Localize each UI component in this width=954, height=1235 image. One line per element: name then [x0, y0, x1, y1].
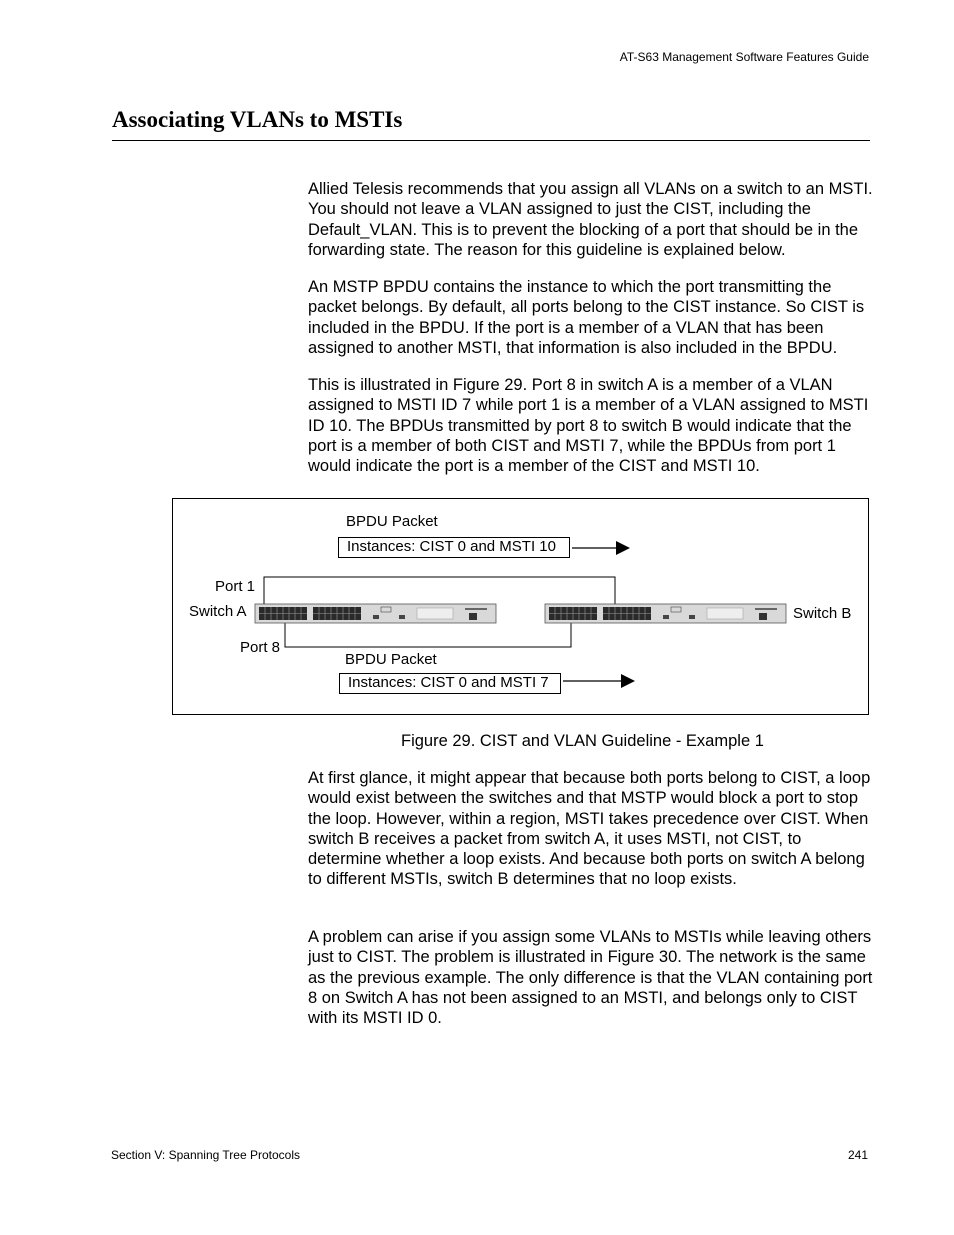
section-title: Associating VLANs to MSTIs	[112, 107, 403, 132]
bottom-bpdu-label: BPDU Packet	[345, 651, 437, 668]
top-arrow	[572, 541, 630, 555]
port1-label: Port 1	[215, 578, 256, 595]
paragraph-5: A problem can arise if you assign some VLANs to MSTIs while leaving others just to CIST. The problem is illustrated in Figure 30. The network is the same as the previous example. The only difference is that the VLAN containing port 8 on Switch A has not been assigned to an MSTI, and belongs only to CIST with its MSTI ID 0.	[308, 928, 873, 1028]
top-instances-box: Instances: CIST 0 and MSTI 10	[338, 537, 570, 558]
page-number: 241	[847, 1148, 868, 1162]
paragraph-4: At first glance, it might appear that because both ports belong to CIST, a loop would exist between the switches and that MSTP would block a port to stop the loop. However, within a region, MSTI takes precedence over CIST. When switch B receives a packet from switch A, it uses MSTI, not CIST, to determine whether a loop exists. And because both ports on switch A belong to different MSTIs, switch B determines that no loop exists.	[308, 769, 871, 889]
switch-a-device	[255, 604, 496, 623]
port1-link	[264, 577, 615, 605]
bottom-arrow	[563, 674, 635, 688]
port8-link	[285, 623, 571, 647]
paragraph-1: Allied Telesis recommends that you assign all VLANs on a switch to an MSTI. You should not leave a VLAN assigned to just the CIST, including the Default_VLAN. This is to prevent the blocking of a port that should be in the forwarding state. The reason for this guideline is explained below.	[308, 180, 873, 259]
bottom-instances-box: Instances: CIST 0 and MSTI 7	[339, 673, 561, 694]
port8-label: Port 8	[240, 639, 281, 656]
footer-section: Section V: Spanning Tree Protocols	[111, 1148, 300, 1162]
switch-b-label: Switch B	[793, 605, 852, 622]
top-bpdu-label: BPDU Packet	[346, 513, 438, 530]
figure-caption: Figure 29. CIST and VLAN Guideline - Example 1	[401, 732, 764, 750]
running-header: AT-S63 Management Software Features Guide	[619, 50, 869, 64]
paragraph-3: This is illustrated in Figure 29. Port 8 in switch A is a member of a VLAN assigned to MSTI ID 7 while port 1 is a member of a VLAN assigned to MSTI ID 10. The BPDUs transmitted by port 8 to switch B would indicate that the port is a member of both CIST and MSTI 7, while the BPDUs from port 1 would indicate the port is a member of the CIST and MSTI 10.	[308, 376, 869, 476]
paragraph-2: An MSTP BPDU contains the instance to which the port transmitting the packet belongs. By default, all ports belong to the CIST instance. So CIST is included in the BPDU. If the port is a member of a VLAN that has been assigned to another MSTI, that information is also included in the BPDU.	[308, 278, 865, 357]
switch-b-device	[545, 604, 786, 623]
switch-a-label: Switch A	[189, 603, 247, 620]
